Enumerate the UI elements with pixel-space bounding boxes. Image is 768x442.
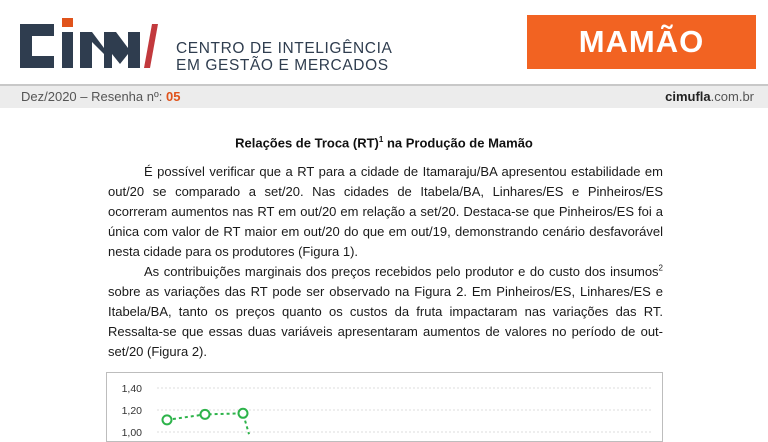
org-line-1: CENTRO DE INTELIGÊNCIA — [176, 40, 393, 57]
site-name-bold: cimufla — [665, 89, 711, 104]
cim-logo — [20, 18, 165, 74]
chart-canvas — [107, 373, 663, 442]
paragraph-2 — [108, 262, 663, 362]
organization-name — [176, 40, 392, 74]
y-tick-label: 1,00 — [121, 427, 142, 439]
title-footnote-marker: 1 — [378, 135, 384, 144]
site-link[interactable] — [665, 89, 754, 104]
product-badge: MAMÃO — [527, 15, 756, 69]
series-point — [201, 410, 210, 419]
org-line-2: EM GESTÃO E MERCADOS — [176, 57, 389, 74]
title-text-end: na Produção de Mamão — [383, 135, 533, 151]
article-title — [0, 135, 768, 150]
report-header — [0, 0, 768, 84]
title-text: Relações de Troca (RT) — [235, 135, 379, 151]
series-point — [163, 415, 172, 424]
issue-bar — [0, 84, 768, 108]
issue-info — [21, 89, 180, 104]
site-domain: .com.br — [710, 89, 754, 104]
issue-label: Dez/2020 – Resenha nº: — [21, 89, 163, 104]
series-point — [239, 409, 248, 418]
paragraph-2-part-a: As contribuições marginais dos preços recebidos pelo produtor e do custo dos insumos — [144, 264, 659, 279]
issue-number: 05 — [165, 89, 181, 104]
figure-chart — [106, 372, 663, 442]
y-tick-label: 1,20 — [121, 405, 142, 417]
paragraph-2-part-b: sobre as variações das RT pode ser observado na Figura 2. Em Pinheiros/ES, Linhares/ES e Itabela/BA, tanto os preços quanto os custos da fruta impactaram nas variações das RT. Ressalta-se que essas duas variáveis apresentaram aumentos de valores no período de out-set/20 (Figura 2). — [108, 284, 663, 359]
footnote-marker-2: 2 — [658, 263, 663, 273]
paragraph-1: É possível verificar que a RT para a cidade de Itamaraju/BA apresentou estabilidade em out/20 se comparado a set/20. Nas cidades de Itabela/BA, Linhares/ES e Pinheiros/ES ocorreram aumentos nas RT em out/20 em relação a set/20. Destaca-se que Pinheiros/ES foi a única com valor de RT maior em out/20 do que em out/19, demonstrando cenário desfavorável nesta cidade para os produtores (Figura 1). — [108, 164, 663, 259]
y-tick-label: 1,40 — [121, 383, 142, 395]
